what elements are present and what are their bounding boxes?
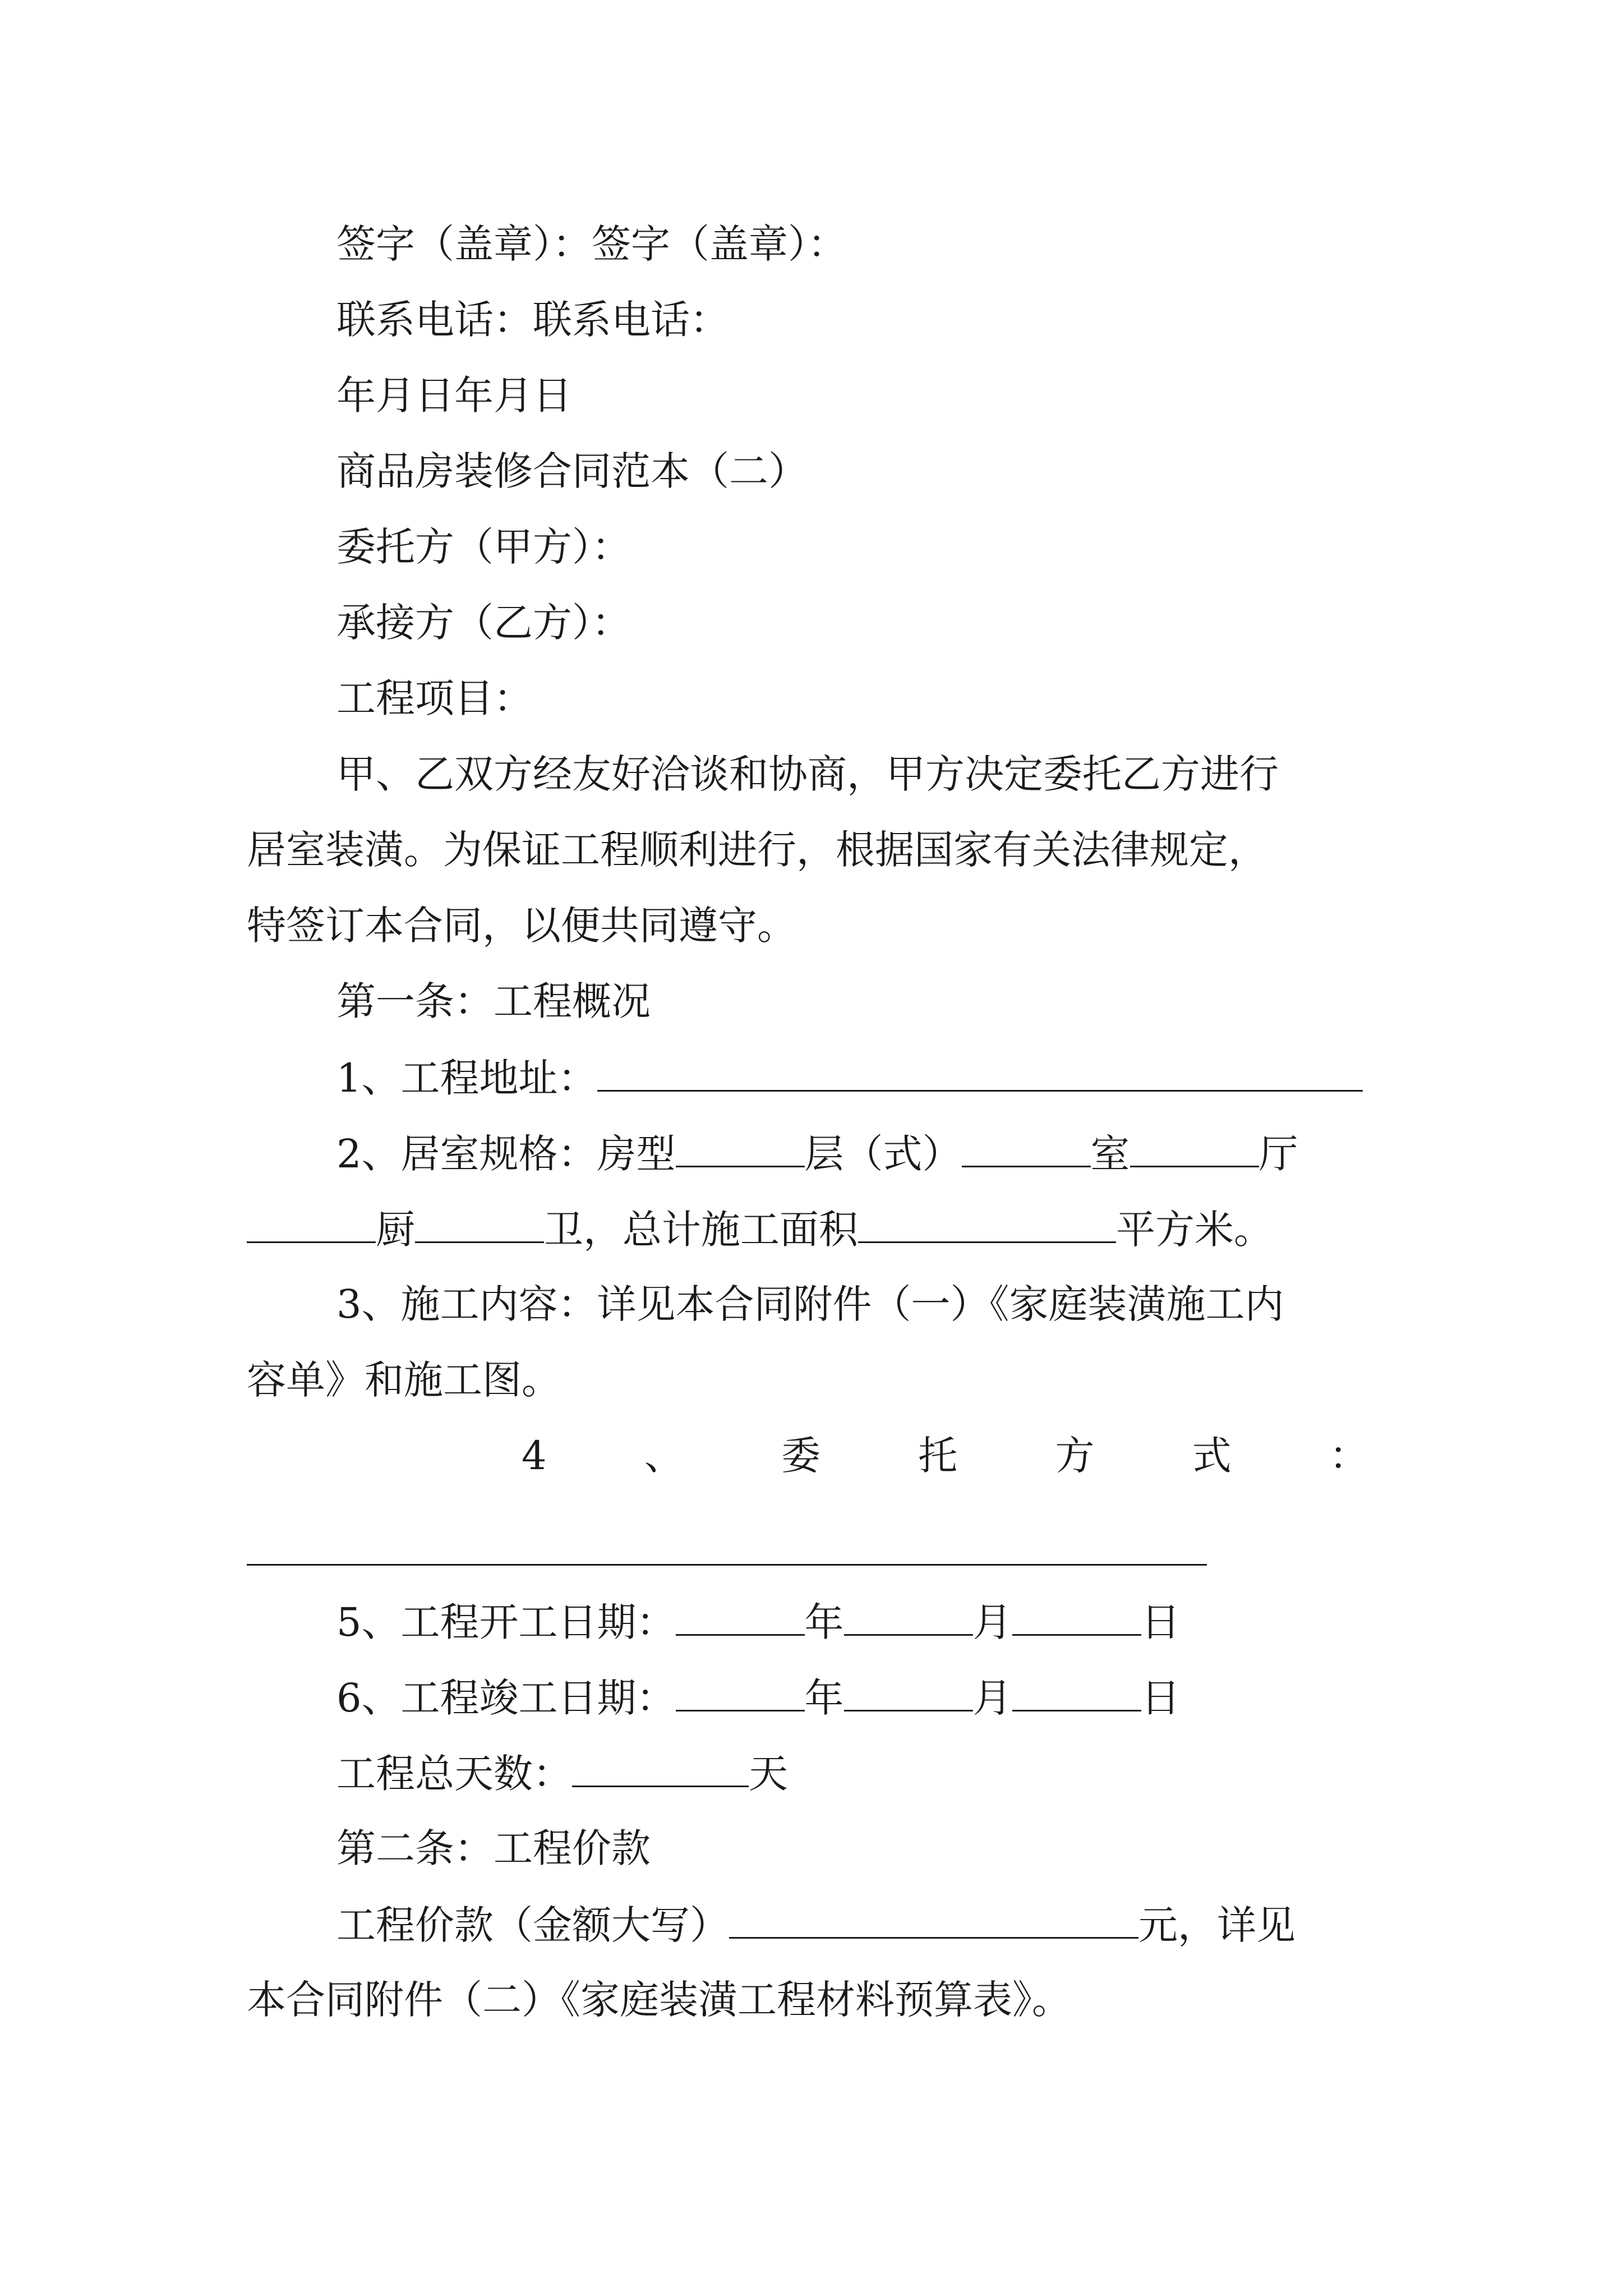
day-label: 日 [1141,1599,1181,1645]
entrust-char: 方 [1055,1433,1095,1479]
start-year-blank[interactable] [676,1602,805,1636]
start-date-row [336,1599,1181,1645]
day-label: 日 [1141,1675,1181,1721]
month-label: 月 [972,1675,1012,1721]
spec-kitchen-label: 厨 [376,1207,415,1253]
article1-heading: 第一条：工程概况 [336,978,651,1024]
spec-row [336,1131,1298,1177]
content-line: 容单》和施工图。 [247,1357,561,1403]
total-days-row [336,1751,788,1797]
phone-line: 联系电话：联系电话： [336,297,729,343]
address-blank[interactable] [597,1057,1363,1092]
spec-room-label: 室 [1090,1131,1130,1177]
project-label: 工程项目： [336,675,533,721]
house-type-blank[interactable] [676,1133,805,1167]
end-date-row [336,1675,1181,1721]
client-label: 委托方（甲方）： [336,524,631,570]
room-blank[interactable] [1130,1133,1259,1167]
hall-blank[interactable] [247,1209,376,1243]
start-month-blank[interactable] [844,1602,973,1636]
floor-blank[interactable] [962,1133,1091,1167]
entrust-method-blank[interactable] [247,1564,1207,1566]
area-blank[interactable] [858,1209,1116,1243]
signature-line: 签字（盖章）：签字（盖章）： [336,221,847,267]
entrust-char: 托 [918,1433,958,1479]
end-month-blank[interactable] [844,1677,973,1711]
intro-line: 居室装潢。为保证工程顺利进行，根据国家有关法律规定， [247,827,1267,873]
entrust-char: 、 [644,1433,684,1479]
spec-bath-label: 卫，总计施工面积 [544,1207,858,1253]
spec-floor-label: 层（式） [804,1131,962,1177]
entrust-char: 式 [1192,1433,1232,1479]
price-unit: 元，详见 [1138,1902,1295,1948]
year-label: 年 [804,1599,844,1645]
content-line: 3、施工内容：详见本合同附件（一）《家庭装潢施工内 [336,1281,1284,1327]
intro-line: 特签订本合同，以便共同遵守。 [247,903,796,949]
year-label: 年 [804,1675,844,1721]
intro-line: 甲、乙双方经友好洽谈和协商，甲方决定委托乙方进行 [336,751,1279,797]
start-day-blank[interactable] [1012,1602,1141,1636]
entrust-char: 委 [781,1433,821,1479]
price-line-2: 本合同附件（二）《家庭装潢工程材料预算表》。 [247,1977,1071,2023]
price-blank[interactable] [729,1904,1138,1939]
price-row [336,1902,1295,1948]
kitchen-blank[interactable] [415,1209,544,1243]
address-label: 1、工程地址： [336,1055,597,1101]
entrust-char: ： [1329,1433,1368,1479]
spec-hall-label: 厅 [1258,1131,1298,1177]
end-year-blank[interactable] [676,1677,805,1711]
spec-label: 2、居室规格：房型 [336,1131,676,1177]
end-day-blank[interactable] [1012,1677,1141,1711]
contract-title: 商品房装修合同范本（二） [336,448,808,494]
contractor-label: 承接方（乙方）： [336,600,631,646]
entrust-char: 4 [522,1433,547,1479]
start-date-label: 5、工程开工日期： [336,1599,676,1645]
article2-heading: 第二条：工程价款 [336,1825,651,1871]
days-unit: 天 [749,1751,788,1797]
total-days-blank[interactable] [572,1753,749,1787]
address-row [336,1055,1363,1101]
end-date-label: 6、工程竣工日期： [336,1675,676,1721]
total-days-label: 工程总天数： [336,1751,572,1797]
entrust-method-row [522,1433,1368,1479]
spec-unit-label: 平方米。 [1116,1207,1273,1253]
date-line: 年月日年月日 [336,372,572,418]
spec-row-2 [247,1207,1273,1253]
price-label: 工程价款（金额大写） [336,1902,729,1948]
month-label: 月 [972,1599,1012,1645]
